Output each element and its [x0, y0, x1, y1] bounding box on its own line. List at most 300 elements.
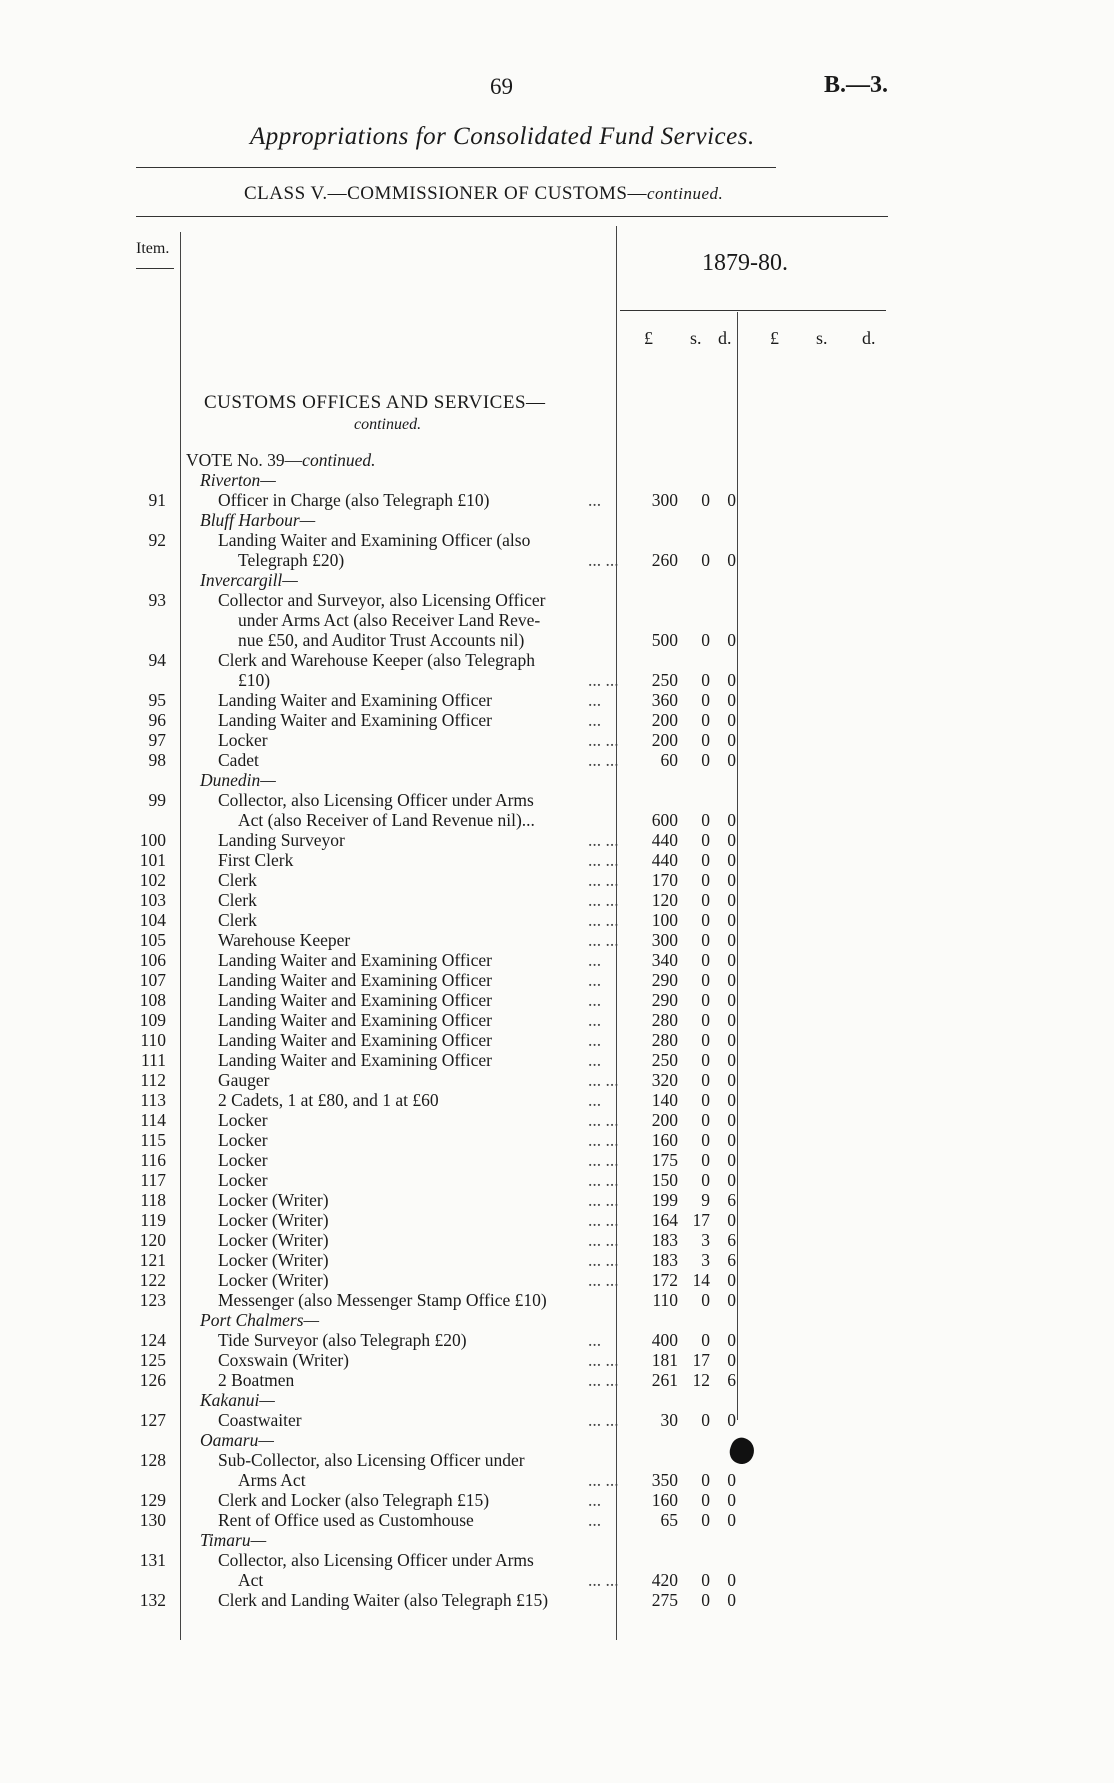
table-row — [0, 870, 1114, 890]
s: 0 — [701, 970, 710, 990]
d: 0 — [727, 830, 736, 850]
item: 103 — [139, 890, 166, 910]
s: 3 — [701, 1230, 710, 1250]
s: 14 — [692, 1270, 710, 1290]
text: Locker (Writer) — [218, 1190, 329, 1210]
table-row — [0, 1290, 1114, 1310]
d: 0 — [727, 550, 736, 570]
d: 0 — [727, 670, 736, 690]
table-row — [0, 1590, 1114, 1610]
place-heading-row — [0, 1530, 1114, 1550]
dots: ... ... — [588, 1150, 619, 1170]
p: 290 — [651, 990, 678, 1010]
text: Telegraph £20) — [238, 550, 345, 570]
text: Locker (Writer) — [218, 1210, 329, 1230]
s: 0 — [701, 1010, 710, 1030]
s: 0 — [701, 830, 710, 850]
pence-header-2: d. — [862, 328, 876, 348]
table-row — [0, 1110, 1114, 1130]
dots: ... ... — [588, 1210, 619, 1230]
s: 0 — [701, 1470, 710, 1490]
dots: ... ... — [588, 550, 619, 570]
p: 200 — [651, 730, 678, 750]
text: Invercargill— — [200, 570, 298, 590]
dots: ... — [588, 1050, 602, 1070]
table-row — [0, 710, 1114, 730]
p: 183 — [651, 1250, 678, 1270]
text: Act — [238, 1570, 264, 1590]
table-row — [0, 610, 1114, 630]
text: Locker — [218, 730, 268, 750]
item: 105 — [139, 930, 166, 950]
table-row — [0, 1050, 1114, 1070]
d: 0 — [727, 750, 736, 770]
p: 261 — [651, 1370, 678, 1390]
table-row — [0, 1350, 1114, 1370]
table-row — [0, 1370, 1114, 1390]
table-row — [0, 1230, 1114, 1250]
text: Coastwaiter — [218, 1410, 302, 1430]
dots: ... ... — [588, 1350, 619, 1370]
s: 17 — [692, 1210, 710, 1230]
d: 0 — [727, 1110, 736, 1130]
dots: ... — [588, 1510, 602, 1530]
text: Locker (Writer) — [218, 1270, 329, 1290]
text: Coxswain (Writer) — [218, 1350, 349, 1370]
text: Landing Waiter and Examining Officer — [218, 1050, 492, 1070]
d: 0 — [727, 1050, 736, 1070]
item: 107 — [139, 970, 166, 990]
dots: ... ... — [588, 750, 619, 770]
d: 0 — [727, 930, 736, 950]
s: 0 — [701, 1590, 710, 1610]
text: Locker — [218, 1150, 268, 1170]
text: Act (also Receiver of Land Revenue nil)... — [238, 810, 535, 830]
table-row — [0, 1550, 1114, 1570]
p: 290 — [651, 970, 678, 990]
p: 250 — [651, 670, 678, 690]
place-heading-row — [0, 570, 1114, 590]
table-row — [0, 1150, 1114, 1170]
dots: ... ... — [588, 890, 619, 910]
dots: ... — [588, 1010, 602, 1030]
place-heading-row — [0, 1390, 1114, 1410]
dots: ... ... — [588, 830, 619, 850]
page-number: 69 — [490, 74, 513, 99]
text: Bluff Harbour— — [200, 510, 316, 530]
text: Oamaru— — [200, 1430, 274, 1450]
item: 104 — [139, 910, 166, 930]
item: 120 — [139, 1230, 166, 1250]
d: 0 — [727, 1410, 736, 1430]
page-title: Appropriations for Consolidated Fund Services. — [250, 123, 755, 150]
item: 121 — [139, 1250, 166, 1270]
item: 93 — [148, 590, 166, 610]
text: Port Chalmers— — [200, 1310, 320, 1330]
item: 106 — [139, 950, 166, 970]
p: 164 — [651, 1210, 678, 1230]
table-row — [0, 990, 1114, 1010]
table-row — [0, 690, 1114, 710]
dots: ... ... — [588, 730, 619, 750]
item: 129 — [139, 1490, 166, 1510]
item: 119 — [140, 1210, 166, 1230]
d: 6 — [727, 1370, 736, 1390]
s: 0 — [701, 1570, 710, 1590]
text: Landing Waiter and Examining Officer (also — [218, 530, 531, 550]
table-row — [0, 730, 1114, 750]
text: Landing Waiter and Examining Officer — [218, 1030, 492, 1050]
d: 0 — [727, 810, 736, 830]
dots: ... ... — [588, 1070, 619, 1090]
text: £10) — [238, 670, 271, 690]
dots: ... ... — [588, 1110, 619, 1130]
text: Timaru— — [200, 1530, 267, 1550]
p: 175 — [651, 1150, 678, 1170]
table-row — [0, 1570, 1114, 1590]
d: 0 — [727, 990, 736, 1010]
dots: ... — [588, 970, 602, 990]
p: 60 — [660, 750, 678, 770]
text: First Clerk — [218, 850, 294, 870]
item: 96 — [148, 710, 166, 730]
dots: ... — [588, 1490, 602, 1510]
p: 30 — [660, 1410, 678, 1430]
p: 170 — [651, 870, 678, 890]
p: 260 — [651, 550, 678, 570]
p: 360 — [651, 690, 678, 710]
p: 172 — [651, 1270, 678, 1290]
s: 0 — [701, 1130, 710, 1150]
d: 0 — [727, 1490, 736, 1510]
table-row — [0, 1270, 1114, 1290]
d: 0 — [727, 1090, 736, 1110]
d: 0 — [727, 1290, 736, 1310]
text: under Arms Act (also Receiver Land Reve- — [238, 610, 541, 630]
class-heading-continued: continued. — [646, 184, 724, 203]
vote-continued: continued. — [302, 450, 376, 470]
appropriation-rows — [0, 450, 1114, 1610]
text: Collector and Surveyor, also Licensing Officer — [218, 590, 546, 610]
p: 300 — [651, 490, 678, 510]
place-heading-row — [0, 510, 1114, 530]
table-row — [0, 970, 1114, 990]
s: 3 — [701, 1250, 710, 1270]
table-row — [0, 1330, 1114, 1350]
item: 125 — [139, 1350, 166, 1370]
s: 0 — [701, 910, 710, 930]
pound-header: £ — [644, 328, 653, 348]
text: Messenger (also Messenger Stamp Office £10) — [218, 1290, 547, 1310]
d: 0 — [727, 1590, 736, 1610]
item-header-rule — [136, 268, 174, 269]
text: Landing Surveyor — [218, 830, 345, 850]
place-heading-row — [0, 1310, 1114, 1330]
item: 94 — [148, 650, 166, 670]
table-row — [0, 950, 1114, 970]
text: Warehouse Keeper — [218, 930, 351, 950]
item: 112 — [140, 1070, 166, 1090]
text: Landing Waiter and Examining Officer — [218, 990, 492, 1010]
s: 0 — [701, 690, 710, 710]
table-row — [0, 790, 1114, 810]
s: 9 — [701, 1190, 710, 1210]
text: nue £50, and Auditor Trust Accounts nil) — [238, 630, 525, 650]
place-heading-row — [0, 1430, 1114, 1450]
item: 97 — [148, 730, 166, 750]
item: 99 — [148, 790, 166, 810]
table-row — [0, 830, 1114, 850]
p: 183 — [651, 1230, 678, 1250]
text: Landing Waiter and Examining Officer — [218, 970, 492, 990]
d: 0 — [727, 1130, 736, 1150]
table-row — [0, 1450, 1114, 1470]
d: 0 — [727, 730, 736, 750]
s: 0 — [701, 1510, 710, 1530]
pound-header-2: £ — [770, 328, 779, 348]
dots: ... ... — [588, 1130, 619, 1150]
s: 0 — [701, 630, 710, 650]
dots: ... ... — [588, 910, 619, 930]
s: 0 — [701, 1490, 710, 1510]
d: 0 — [727, 1070, 736, 1090]
text: Locker (Writer) — [218, 1250, 329, 1270]
section-title: CUSTOMS OFFICES AND SERVICES— — [204, 392, 546, 413]
class-rule — [136, 216, 888, 217]
dots: ... ... — [588, 1230, 619, 1250]
s: 0 — [701, 990, 710, 1010]
item: 108 — [139, 990, 166, 1010]
item: 110 — [140, 1030, 166, 1050]
dots: ... ... — [588, 870, 619, 890]
d: 0 — [727, 1030, 736, 1050]
pence-header: d. — [718, 328, 732, 348]
text: Clerk and Landing Waiter (also Telegraph £15) — [218, 1590, 549, 1610]
p: 400 — [651, 1330, 678, 1350]
text: Collector, also Licensing Officer under Arms — [218, 790, 534, 810]
table-row — [0, 490, 1114, 510]
text: Clerk — [218, 910, 257, 930]
text: Tide Surveyor (also Telegraph £20) — [218, 1330, 467, 1350]
p: 280 — [651, 1010, 678, 1030]
s: 0 — [701, 670, 710, 690]
table-row — [0, 1510, 1114, 1530]
p: 200 — [651, 710, 678, 730]
s: 0 — [701, 730, 710, 750]
p: 440 — [651, 850, 678, 870]
p: 200 — [651, 1110, 678, 1130]
table-row — [0, 1410, 1114, 1430]
table-row — [0, 850, 1114, 870]
d: 0 — [727, 1010, 736, 1030]
d: 0 — [727, 1270, 736, 1290]
item: 124 — [139, 1330, 166, 1350]
table-row — [0, 650, 1114, 670]
dots: ... ... — [588, 1250, 619, 1270]
d: 6 — [727, 1250, 736, 1270]
dots: ... — [588, 1330, 602, 1350]
p: 440 — [651, 830, 678, 850]
table-row — [0, 530, 1114, 550]
s: 0 — [701, 890, 710, 910]
text: Sub-Collector, also Licensing Officer under — [218, 1450, 525, 1470]
dots: ... — [588, 950, 602, 970]
dots: ... — [588, 690, 602, 710]
text: Riverton— — [200, 470, 276, 490]
dots: ... ... — [588, 670, 619, 690]
item: 122 — [139, 1270, 166, 1290]
p: 181 — [651, 1350, 678, 1370]
table-row — [0, 1090, 1114, 1110]
dots: ... — [588, 490, 602, 510]
d: 0 — [727, 710, 736, 730]
s: 0 — [701, 1030, 710, 1050]
dots: ... — [588, 1090, 602, 1110]
text: Clerk — [218, 870, 257, 890]
text: Landing Waiter and Examining Officer — [218, 710, 492, 730]
d: 0 — [727, 1470, 736, 1490]
s: 0 — [701, 550, 710, 570]
table-row — [0, 1190, 1114, 1210]
d: 6 — [727, 1230, 736, 1250]
p: 320 — [651, 1070, 678, 1090]
text: Locker — [218, 1110, 268, 1130]
s: 12 — [692, 1370, 710, 1390]
item: 91 — [148, 490, 166, 510]
s: 0 — [701, 1170, 710, 1190]
place-heading-row — [0, 770, 1114, 790]
dots: ... ... — [588, 1410, 619, 1430]
s: 0 — [701, 750, 710, 770]
table-row — [0, 1070, 1114, 1090]
class-heading — [244, 183, 723, 205]
item: 118 — [140, 1190, 166, 1210]
s: 0 — [701, 1410, 710, 1430]
d: 0 — [727, 1570, 736, 1590]
section-subtitle: continued. — [354, 416, 422, 433]
text: Clerk and Warehouse Keeper (also Telegraph — [218, 650, 535, 670]
d: 0 — [727, 1330, 736, 1350]
p: 199 — [651, 1190, 678, 1210]
p: 340 — [651, 950, 678, 970]
p: 160 — [651, 1490, 678, 1510]
d: 0 — [727, 850, 736, 870]
table-row — [0, 1470, 1114, 1490]
s: 0 — [701, 1330, 710, 1350]
p: 140 — [651, 1090, 678, 1110]
text: Clerk and Locker (also Telegraph £15) — [218, 1490, 490, 1510]
s: 0 — [701, 1090, 710, 1110]
p: 275 — [651, 1590, 678, 1610]
p: 420 — [651, 1570, 678, 1590]
year-rule — [620, 310, 886, 311]
d: 0 — [727, 970, 736, 990]
d: 0 — [727, 1150, 736, 1170]
s: 0 — [701, 810, 710, 830]
item: 95 — [148, 690, 166, 710]
d: 0 — [727, 1510, 736, 1530]
item: 116 — [140, 1150, 166, 1170]
text: Dunedin— — [200, 770, 276, 790]
text: Locker (Writer) — [218, 1230, 329, 1250]
item: 98 — [148, 750, 166, 770]
text: Arms Act — [238, 1470, 306, 1490]
dots: ... ... — [588, 1370, 619, 1390]
item: 132 — [139, 1590, 166, 1610]
table-row — [0, 1130, 1114, 1150]
text: Locker — [218, 1130, 268, 1150]
table-row — [0, 630, 1114, 650]
s: 0 — [701, 490, 710, 510]
item: 102 — [139, 870, 166, 890]
item: 113 — [140, 1090, 166, 1110]
table-row — [0, 930, 1114, 950]
d: 0 — [727, 490, 736, 510]
p: 120 — [651, 890, 678, 910]
table-row — [0, 1030, 1114, 1050]
text: Landing Waiter and Examining Officer — [218, 690, 492, 710]
text: Cadet — [218, 750, 259, 770]
d: 0 — [727, 870, 736, 890]
d: 0 — [727, 1350, 736, 1370]
p: 280 — [651, 1030, 678, 1050]
text: 2 Cadets, 1 at £80, and 1 at £60 — [218, 1090, 439, 1110]
item: 109 — [139, 1010, 166, 1030]
text: Clerk — [218, 890, 257, 910]
p: 100 — [651, 910, 678, 930]
item: 131 — [139, 1550, 166, 1570]
item: 130 — [139, 1510, 166, 1530]
p: 350 — [651, 1470, 678, 1490]
text: Gauger — [218, 1070, 270, 1090]
place-heading-row — [0, 470, 1114, 490]
p: 250 — [651, 1050, 678, 1070]
s: 0 — [701, 710, 710, 730]
s: 0 — [701, 1150, 710, 1170]
d: 0 — [727, 950, 736, 970]
d: 0 — [727, 1210, 736, 1230]
d: 0 — [727, 630, 736, 650]
s: 0 — [701, 850, 710, 870]
text: VOTE No. 39—continued. — [186, 450, 376, 470]
text: 2 Boatmen — [218, 1370, 295, 1390]
p: 150 — [651, 1170, 678, 1190]
text: Collector, also Licensing Officer under Arms — [218, 1550, 534, 1570]
item: 111 — [141, 1050, 166, 1070]
document-reference: B.—3. — [824, 72, 889, 98]
table-row — [0, 670, 1114, 690]
table-row — [0, 910, 1114, 930]
dots: ... ... — [588, 850, 619, 870]
s: 0 — [701, 1050, 710, 1070]
dots: ... ... — [588, 1270, 619, 1290]
dots: ... ... — [588, 1170, 619, 1190]
dots: ... ... — [588, 1470, 619, 1490]
p: 300 — [651, 930, 678, 950]
text: Locker — [218, 1170, 268, 1190]
item: 92 — [148, 530, 166, 550]
table-row — [0, 890, 1114, 910]
item: 117 — [140, 1170, 166, 1190]
table-row — [0, 590, 1114, 610]
p: 110 — [652, 1290, 678, 1310]
d: 6 — [727, 1190, 736, 1210]
s: 0 — [701, 1110, 710, 1130]
p: 160 — [651, 1130, 678, 1150]
table-row — [0, 550, 1114, 570]
year-header: 1879-80. — [702, 250, 788, 276]
p: 600 — [651, 810, 678, 830]
